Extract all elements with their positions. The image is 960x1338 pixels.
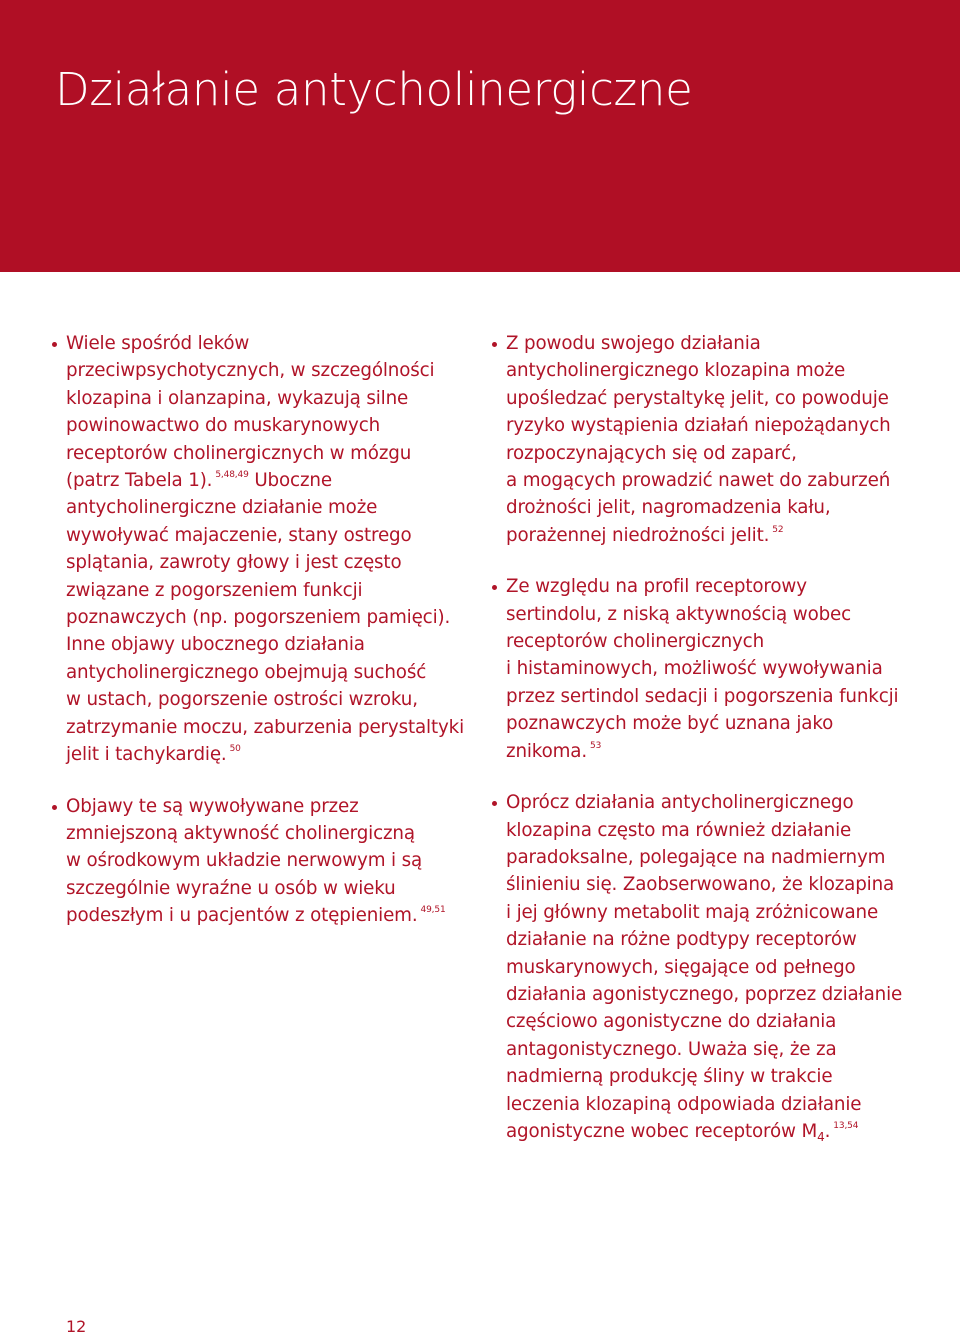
bullet-item <box>492 330 912 549</box>
text-line: sertindolu, z niską aktywnością wobec <box>506 603 852 625</box>
text-line: częściowo agonistyczne do działania <box>506 1011 837 1033</box>
text-line: ryzyko wystąpienia działań niepożądanych <box>506 415 891 437</box>
text-line: leczenia klozapiną odpowiada działanie <box>506 1093 862 1115</box>
left-column <box>52 330 467 954</box>
text-line: działania agonistycznego, poprzez działanie <box>506 983 903 1005</box>
text-line: przeciwpsychotycznych, w szczególności <box>66 360 435 382</box>
text-line: antycholinergiczne działanie może <box>66 497 378 519</box>
citation-ref: 5,48,49 <box>215 470 249 481</box>
text-line: receptorów cholinergicznych <box>506 631 765 653</box>
citation-ref: 49,51 <box>420 905 446 916</box>
text-line: Ze względu na profil receptorowy <box>506 576 807 598</box>
text-line: poznawczych (np. pogorszeniem pamięci). <box>66 607 451 629</box>
line-text: (patrz Tabela 1). <box>66 470 213 492</box>
bullet-item <box>52 793 467 930</box>
text-line: drożności jelit, nagromadzenia kału, <box>506 497 831 519</box>
line-text: Uboczne <box>248 470 332 492</box>
bullet-dot-icon <box>52 342 57 347</box>
text-line: i jej główny metabolit mają zróżnicowane <box>506 901 879 923</box>
text-line: przez sertindol sedacji i pogorszenia funkcji <box>506 685 899 707</box>
citation-ref: 50 <box>229 744 241 755</box>
text-line: działanie na różne podtypy receptorów <box>506 929 857 951</box>
citation-ref: 13,54 <box>833 1120 859 1131</box>
line-text: . <box>824 1120 831 1142</box>
text-line <box>506 1118 912 1145</box>
line-text: znikoma. <box>506 740 588 762</box>
text-line: klozapina często ma również działanie <box>506 819 852 841</box>
text-line: w ośrodkowym układzie nerwowym i są <box>66 850 423 872</box>
text-line <box>66 902 467 929</box>
title-banner <box>0 0 960 272</box>
citation-ref: 53 <box>590 740 602 751</box>
page-number: 12 <box>66 1317 87 1336</box>
bullet-dot-icon <box>492 801 497 806</box>
text-line: receptorów cholinergicznych w mózgu <box>66 442 412 464</box>
text-line <box>506 738 912 765</box>
text-line: rozpoczynających się od zaparć, <box>506 442 797 464</box>
line-text: podeszłym i u pacjentów z otępieniem. <box>66 905 418 927</box>
text-line: zmniejszoną aktywność cholinergiczną <box>66 822 415 844</box>
text-line: upośledzać perystaltykę jelit, co powoduje <box>506 387 889 409</box>
text-line: poznawczych może być uznana jako <box>506 713 834 735</box>
citation-ref: 52 <box>772 524 784 535</box>
text-line: powinowactwo do muskarynowych <box>66 415 381 437</box>
text-line: a mogących prowadzić nawet do zaburzeń <box>506 470 891 492</box>
text-line: Inne objawy ubocznego działania <box>66 634 365 656</box>
text-line: antagonistycznego. Uważa się, że za <box>506 1038 837 1060</box>
page-title: Działanie antycholinergiczne <box>55 63 693 116</box>
text-line: zatrzymanie moczu, zaburzenia perystaltyki <box>66 716 465 738</box>
bullet-item <box>52 330 467 769</box>
text-line: i histaminowych, możliwość wywoływania <box>506 658 883 680</box>
bullet-item <box>492 789 912 1145</box>
text-line: w ustach, pogorszenie ostrości wzroku, <box>66 689 418 711</box>
text-line: Oprócz działania antycholinergicznego <box>506 792 854 814</box>
bullet-dot-icon <box>492 342 497 347</box>
text-line: muskarynowych, sięgające od pełnego <box>506 956 856 978</box>
line-text: jelit i tachykardię. <box>66 744 227 766</box>
text-line: związane z pogorszeniem funkcji <box>66 579 363 601</box>
text-line: nadmierną produkcję śliny w trakcie <box>506 1066 833 1088</box>
bullet-item <box>492 573 912 765</box>
text-line: wywoływać majaczenie, stany ostrego <box>66 524 412 546</box>
line-text: agonistyczne wobec receptorów M <box>506 1120 818 1142</box>
text-line <box>66 741 467 768</box>
text-line: Z powodu swojego działania <box>506 333 761 354</box>
line-text: porażennej niedrożności jelit. <box>506 524 770 546</box>
text-line <box>506 522 912 549</box>
text-line: ślinieniu się. Zaobserwowano, że klozapina <box>506 874 895 896</box>
text-line: klozapina i olanzapina, wykazują silne <box>66 387 409 409</box>
text-line: Wiele spośród leków <box>66 333 250 354</box>
text-line: splątania, zawroty głowy i jest często <box>66 552 402 574</box>
text-line: paradoksalne, polegające na nadmiernym <box>506 846 886 868</box>
text-line: antycholinergicznego obejmują suchość <box>66 661 427 683</box>
bullet-dot-icon <box>52 805 57 810</box>
text-line <box>66 467 467 494</box>
text-line: szczególnie wyraźne u osób w wieku <box>66 877 396 899</box>
text-line: Objawy te są wywoływane przez <box>66 795 359 817</box>
subscript: 4 <box>817 1129 825 1144</box>
text-line: antycholinergicznego klozapina może <box>506 360 846 382</box>
right-column <box>492 330 912 1169</box>
bullet-dot-icon <box>492 585 497 590</box>
